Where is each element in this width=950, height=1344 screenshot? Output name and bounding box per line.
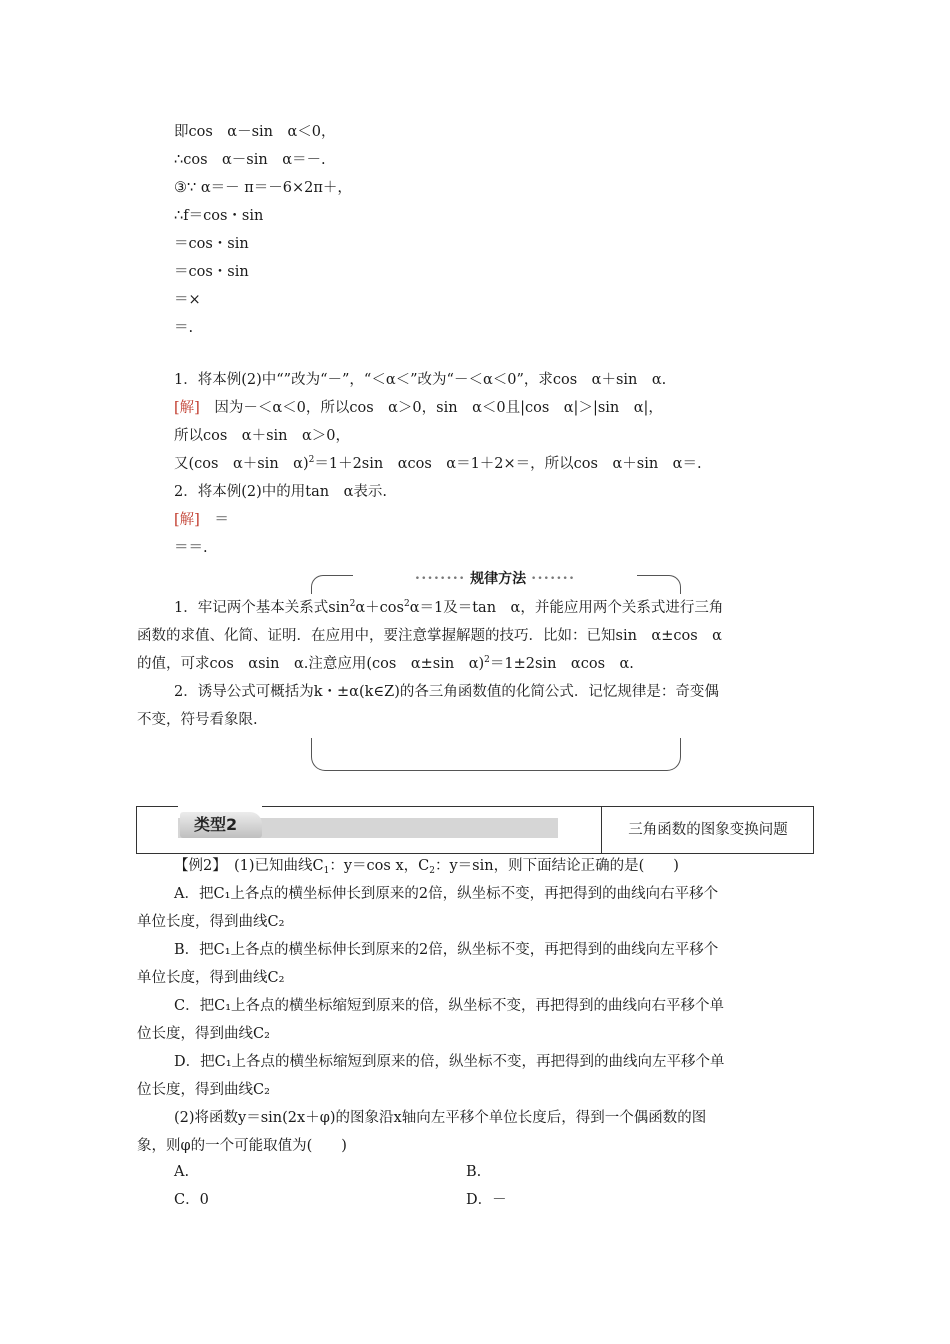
- option-a-line-2: 单位长度，得到曲线C₂: [137, 914, 285, 930]
- derivation-line-3: ③∵ α＝－ π＝－6×2π＋，: [174, 180, 352, 196]
- option-c-line-1: C．把C₁上各点的横坐标缩短到原来的倍，纵坐标不变，再把得到的曲线向右平移个单: [174, 998, 724, 1014]
- solution-text: ＝1＋2sin αcos α＝1＋2×＝，所以cos α＋sin α＝.: [314, 456, 702, 472]
- method-box-title: [353, 569, 637, 589]
- option-d-line-2: 位长度，得到曲线C₂: [137, 1082, 270, 1098]
- method-p1-line-2: 函数的求值、化简、证明．在应用中，要注意掌握解题的技巧．比如：已知sin α±cos α: [137, 628, 722, 644]
- method-p2-line-1: 2．诱导公式可概括为k・±α(k∈Z)的各三角函数值的化简公式．记忆规律是：奇变偶: [174, 684, 719, 700]
- option-b-line-2: 单位长度，得到曲线C₂: [137, 970, 285, 986]
- method-box-bottom-border: [311, 738, 681, 771]
- option-a-line-1: A．把C₁上各点的横坐标伸长到原来的2倍，纵坐标不变，再把得到的曲线向右平移个: [174, 886, 719, 902]
- variant-solution-1-line-3: [174, 454, 702, 474]
- choice-c: C．0: [174, 1192, 209, 1208]
- example-2-stem: [174, 856, 679, 876]
- dots-decoration: •••••••: [531, 574, 576, 584]
- superscript: 2: [349, 599, 356, 609]
- derivation-line-2: ∴cos α－sin α＝－.: [174, 152, 326, 168]
- option-c-line-2: 位长度，得到曲线C₂: [137, 1026, 270, 1042]
- example-label: 【例2】: [174, 858, 220, 874]
- variant-question-2: 2．将本例(2)中的用tan α表示.: [174, 484, 387, 500]
- text: α＝1及＝tan α，并能应用两个关系式进行三角: [409, 600, 724, 616]
- part-2-line-2: 象，则φ的一个可能取值为( ): [137, 1138, 347, 1154]
- superscript: 2: [308, 455, 315, 465]
- option-d-line-1: D．把C₁上各点的横坐标缩短到原来的倍，纵坐标不变，再把得到的曲线向左平移个单: [174, 1054, 725, 1070]
- solution-tag: [解]: [174, 400, 200, 416]
- derivation-line-7: ＝×: [174, 292, 201, 308]
- solution-text: ＝: [199, 512, 229, 528]
- method-p2-line-2: 不变，符号看象限.: [137, 712, 258, 728]
- part-2-line-1: (2)将函数y＝sin(2x＋φ)的图象沿x轴向左平移个单位长度后，得到一个偶函数的图: [174, 1110, 707, 1126]
- dots-decoration: ••••••••: [414, 574, 466, 584]
- derivation-line-4: ∴f＝cos・sin: [174, 208, 264, 224]
- type-topic: 三角函数的图象变换问题: [628, 822, 788, 838]
- text: ：y＝sin，则下面结论正确的是( ): [434, 858, 679, 874]
- choice-a: A.: [174, 1164, 190, 1180]
- text: (1)已知曲线C: [219, 858, 324, 874]
- derivation-line-6: ＝cos・sin: [174, 264, 249, 280]
- variant-solution-1-line-1: [174, 398, 663, 418]
- choice-d: D．－: [466, 1192, 507, 1208]
- derivation-line-5: ＝cos・sin: [174, 236, 249, 252]
- subscript: 1: [323, 866, 330, 876]
- variant-solution-2-line-1: [174, 510, 229, 530]
- text: α＋cos: [355, 600, 404, 616]
- solution-text: 因为－＜α＜0，所以cos α＞0，sin α＜0且|cos α|＞|sin α|，: [199, 400, 663, 416]
- superscript: 2: [403, 599, 410, 609]
- text: 1．牢记两个基本关系式sin: [174, 600, 350, 616]
- derivation-line-1: 即cos α－sin α＜0，: [174, 124, 336, 140]
- option-b-line-1: B．把C₁上各点的横坐标伸长到原来的2倍，纵坐标不变，再把得到的曲线向左平移个: [174, 942, 719, 958]
- variant-solution-2-line-2: ＝＝.: [174, 540, 208, 556]
- text: ：y＝cos x，C: [329, 858, 430, 874]
- subscript: 2: [429, 866, 435, 876]
- choice-b: B.: [466, 1164, 482, 1180]
- method-box-title-text: 规律方法: [470, 571, 527, 587]
- text: 的值，可求cos αsin α.注意应用(cos α±sin α): [137, 656, 485, 672]
- method-p1-line-1: [174, 598, 723, 618]
- variant-solution-1-line-2: 所以cos α＋sin α＞0，: [174, 428, 351, 444]
- variant-question-1: 1．将本例(2)中“”改为“－”，“＜α＜”改为“－＜α＜0”，求cos α＋sin α.: [174, 372, 667, 388]
- method-p1-line-3: [137, 654, 634, 674]
- text: ＝1±2sin αcos α.: [489, 656, 634, 672]
- superscript: 2: [484, 655, 490, 665]
- derivation-line-8: ＝.: [174, 320, 194, 336]
- type-label: 类型2: [180, 812, 262, 838]
- solution-text: 又(cos α＋sin α): [174, 456, 309, 472]
- solution-tag: [解]: [174, 512, 200, 528]
